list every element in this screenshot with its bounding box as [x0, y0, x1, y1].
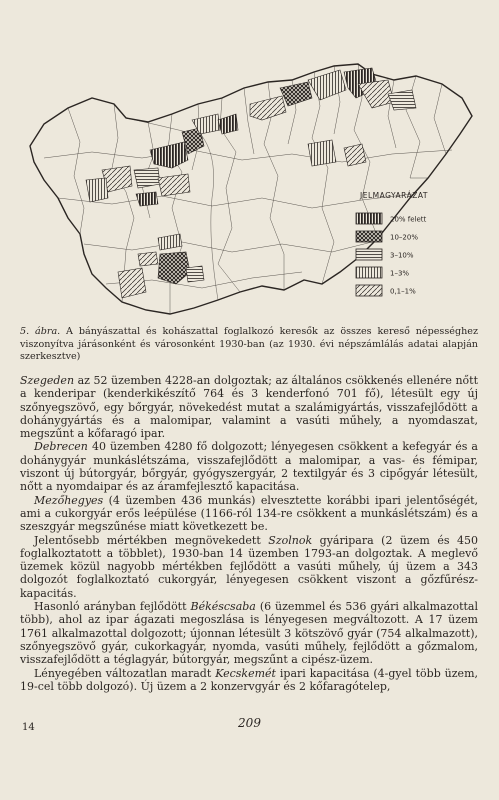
paragraph-debrecen: Debrecen 40 üzemben 4280 fő dolgozott; lényegesen csökkent a kefegyár és a dohánygyár munkáslétszáma, visszafejlődött a malomipar, a vas- és fémipar, viszont új bútorgyár, bőrgyár, gyógyszergyár, 2 textilgyár és 3 cipőgyár létesült, nőtt a nyomdaipar és az áramfejlesztő kapacitása.: [20, 440, 478, 494]
city-name: Kecskemét: [215, 666, 276, 680]
legend-label: 0,1–1%: [390, 287, 416, 296]
legend-label: 3–10%: [390, 251, 414, 260]
city-name: Mezőhegyes: [34, 493, 104, 507]
signature-mark: 14: [22, 722, 35, 733]
hungary-map-figure: [22, 58, 484, 320]
city-name: Szegeden: [20, 374, 75, 387]
legend-label: 10–20%: [390, 233, 418, 242]
hungary-map: [22, 58, 484, 320]
paragraph-kecskemet: Lényegében változatlan maradt Kecskemét ipari kapacitása (4-gyel több üzem, 19-cel több dolgozó). Új üzem a 2 konzervgyár és 2 kőfaragótelep,: [20, 666, 478, 693]
legend-title: JELMAGYARÁZAT: [360, 191, 428, 200]
legend-swatch: [356, 285, 382, 296]
caption-text: A bányászattal és kohászattal foglalkozó keresők az összes kereső népességhez viszonyítva járásonként és városonként 1930-ban (az 1930. évi népszámlálás adatai alapján szerkesztve): [20, 326, 478, 363]
legend-swatch: [356, 213, 382, 224]
legend-label: 1–3%: [390, 269, 410, 278]
shaded-regions: [86, 68, 416, 298]
legend-swatch: [356, 267, 382, 278]
legend-swatch: [356, 249, 382, 260]
city-name: Szolnok: [268, 533, 313, 547]
page-number: 209: [238, 716, 261, 730]
paragraph-bekescsaba: Hasonló arányban fejlődött Békéscsaba (6 üzemmel és 536 gyári alkalmazottal több), ahol az ipar ágazati megoszlása is lényegesen megváltozott. A 17 üzem 1761 alkalmazottal dolgozott; újonnan létesült 3 kötszövő gyár (754 alkalmazott), szőnyegszövő gyár, cukorkagyár, nyomda, vasúti műhely, fejlődött a gőzmalom, visszafejlődött a téglagyár, bútorgyár, megszűnt a cipész-üzem.: [20, 600, 478, 667]
paragraph-szeged: Szegeden az 52 üzemben 4228-an dolgoztak; az általános csökkenés ellenére nőtt a kenderipar (kenderkikészítő 764 és 3 kenderfonó 701 fő), létesült egy új szőnyegszövő, egy bőrgyár, növekedést mutat a szalámigyártás, visszafejlődött a dohánygyártás és a malomipar, valamint a vasúti műhely, a nyomdaszat, megszűnt a kőfaragó ipar.: [20, 374, 478, 441]
caption-lead: 5. ábra.: [20, 326, 61, 337]
legend-swatch: [356, 231, 382, 242]
paragraph-mezohegyes: Mezőhegyes (4 üzemben 436 munkás) elvesztette korábbi ipari jelentőségét, ami a cukorgyár erős leépülése (1166-ról 134-re csökkent a munkáslétszám) és a szeszgyár megszűnése miatt következett be.: [20, 493, 478, 534]
paragraph-szolnok: Jelentősebb mértékben megnövekedett Szolnok gyáripara (2 üzem és 450 foglalkoztatott a többlet), 1930-ban 14 üzemben 1793-an dolgoztak. A meglevő üzemek közül nagyobb mértékben fejlődött a vasúti műhely, új üzem a 343 dolgozót foglalkoztató cukorgyár, lényegesen csökkent viszont a gőzfűrész-kapacitás.: [20, 533, 478, 600]
legend-label: 20% felett: [390, 215, 427, 224]
city-name: Debrecen: [34, 440, 88, 454]
figure-caption: [20, 326, 478, 364]
body-text: [20, 374, 478, 693]
city-name: Békéscsaba: [190, 600, 256, 614]
